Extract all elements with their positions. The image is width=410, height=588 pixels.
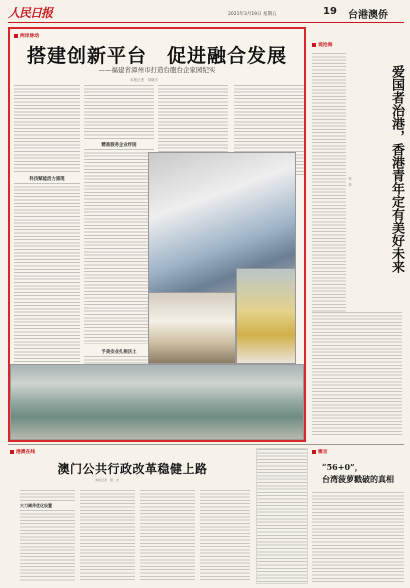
- bottom-right-tag: [312, 448, 328, 455]
- main-subtitle: —— 福建省漳州市打造台胞台企家园纪实: [10, 65, 304, 74]
- square-icon: [10, 450, 14, 454]
- bottom-subhead: 大刀阔斧优化设置: [20, 503, 52, 508]
- photo-lab-worker: [236, 268, 296, 364]
- right-article-tag-label: 观沧海: [318, 43, 333, 48]
- right-body-bottom: [312, 312, 402, 437]
- bottom-body-col-1a: [20, 490, 75, 502]
- bottom-left-tag: [10, 448, 35, 455]
- main-body-col-1: [14, 85, 80, 173]
- page-number: 19: [323, 6, 337, 17]
- bottom-body-col-4: [200, 490, 250, 582]
- right-body-top-left: [312, 53, 346, 313]
- bottom-sidebar-box: [256, 448, 308, 584]
- bottom-body-col-2: [80, 490, 135, 582]
- bottom-body-col-3: [140, 490, 195, 582]
- newspaper-logo: 人民日报: [8, 6, 53, 20]
- bottom-body-col-1b: [20, 510, 75, 582]
- square-icon: [312, 43, 316, 47]
- bottom-right-headline: 台湾菠萝戳破的真相: [322, 474, 394, 484]
- main-subhead-3: 予美安业扎根沃土: [101, 350, 137, 355]
- square-icon: [14, 34, 18, 38]
- bottom-byline: 本报记者 程 龙: [95, 478, 120, 482]
- bottom-left-tag-label: 港澳在线: [16, 450, 36, 455]
- page-section-name: 台港澳侨: [348, 10, 388, 21]
- main-subhead-2: 精准服务企业纾困: [101, 143, 137, 148]
- main-body-col-1b: [14, 183, 80, 391]
- right-article: [310, 27, 404, 442]
- main-subhead-1: 科技赋能活力涌现: [29, 177, 65, 182]
- bottom-right-body: [312, 492, 404, 582]
- section-divider: [8, 444, 404, 445]
- bottom-right-tag-label: 微言: [318, 450, 328, 455]
- main-headline: 搭建创新平台 促进融合发展: [26, 45, 287, 67]
- right-headline: 爱国者治港，香港青年定有美好未来: [389, 65, 404, 273]
- right-author: 张 浩: [348, 177, 352, 186]
- main-article-tag-label: 两岸脉动: [20, 34, 40, 39]
- main-article-tag: [14, 32, 39, 39]
- main-byline: 本报记者 刘晓宇: [130, 78, 158, 82]
- right-article-tag: [312, 41, 332, 48]
- main-body-col-2: [84, 85, 154, 141]
- masthead: [8, 4, 404, 23]
- bottom-right-quote: “56+0”，: [322, 462, 363, 472]
- main-body-col-2b: [84, 149, 154, 344]
- square-icon: [312, 450, 316, 454]
- issue-date: 2021年3月19日 星期五: [228, 12, 277, 17]
- photo-aerial-view: [10, 364, 304, 440]
- photo-flower-grower: [148, 292, 236, 364]
- bottom-headline: 澳门公共行政改革稳健上路: [57, 462, 208, 476]
